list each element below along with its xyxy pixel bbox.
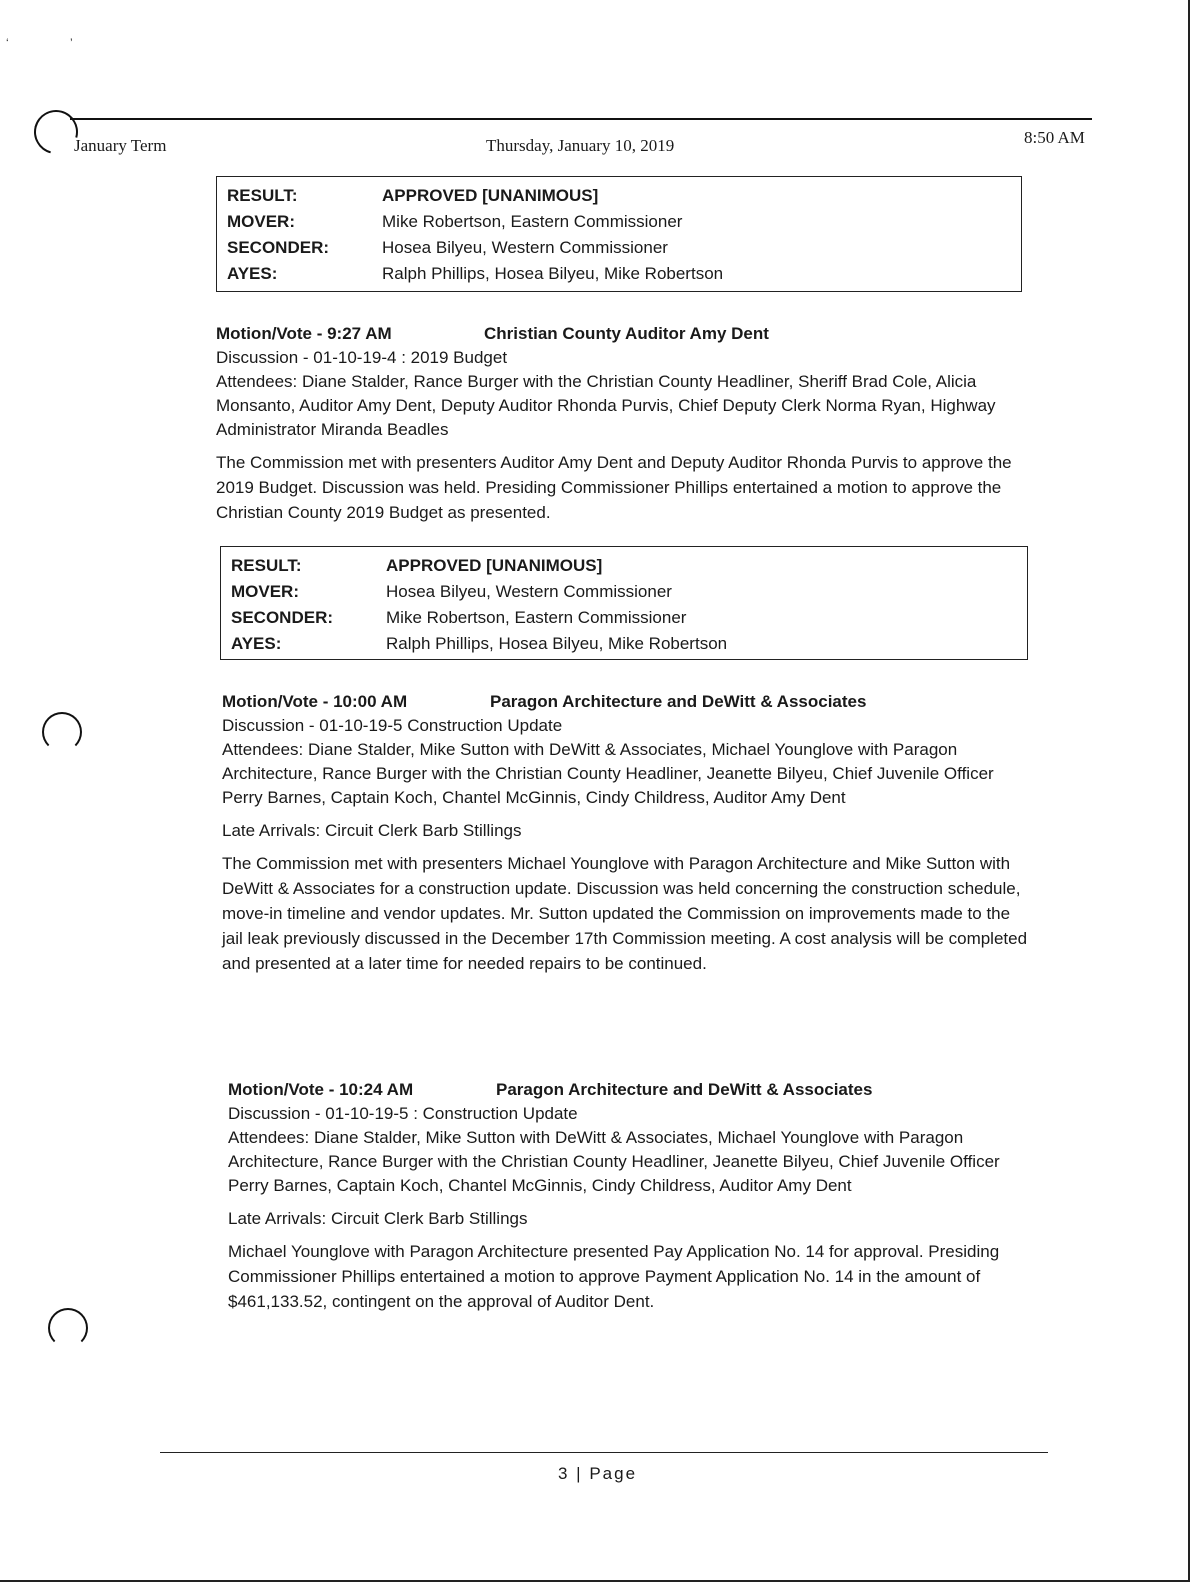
motion-time: Motion/Vote - 10:00 AM: [222, 692, 408, 711]
result-row: [227, 183, 1011, 209]
seconder-value: Mike Robertson, Eastern Commissioner: [386, 608, 687, 627]
ayes-value: Ralph Phillips, Hosea Bilyeu, Mike Robertson: [386, 634, 728, 653]
seconder-label: SECONDER:: [227, 238, 330, 257]
ayes-label: AYES:: [227, 264, 278, 283]
motion-body-text: The Commission met with presenters Michael Younglove with Paragon Architecture and Mike Sutton with DeWitt & Associates for a construction update. Discussion was held concerning the construction schedule, move-in timeline and vendor updates. Mr. Sutton updated the Commission on improvements made to the jail leak previously discussed in the December 17th Commission meeting. A cost analysis will be completed and presented at a later time for needed repairs to be continued.: [222, 854, 1028, 973]
ayes-value: Ralph Phillips, Hosea Bilyeu, Mike Robertson: [382, 264, 724, 283]
result-label: RESULT:: [227, 186, 298, 205]
mover-value: Mike Robertson, Eastern Commissioner: [382, 212, 683, 231]
discussion-line: Discussion - 01-10-19-4 : 2019 Budget: [216, 348, 508, 367]
late-arrivals: Late Arrivals: Circuit Clerk Barb Stillings: [228, 1209, 528, 1228]
late-arrivals: Late Arrivals: Circuit Clerk Barb Stillings: [222, 821, 522, 840]
motion-title: Paragon Architecture and DeWitt & Associates: [496, 1080, 873, 1099]
mover-label: MOVER:: [227, 212, 295, 231]
discussion-line: Discussion - 01-10-19-5 Construction Update: [222, 716, 563, 735]
motion-title: Christian County Auditor Amy Dent: [484, 324, 769, 343]
motion-heading: [228, 1078, 1038, 1102]
motion-time: Motion/Vote - 10:24 AM: [228, 1080, 414, 1099]
result-value: APPROVED [UNANIMOUS]: [386, 556, 603, 575]
header-time: 8:50 AM: [1024, 128, 1085, 147]
header-rule: [70, 118, 1092, 120]
discussion-line: Discussion - 01-10-19-5 : Construction Update: [228, 1104, 578, 1123]
page-number: 3 | Page: [558, 1464, 638, 1483]
result-box: [216, 176, 1022, 292]
result-value: APPROVED [UNANIMOUS]: [382, 186, 599, 205]
attendees-text: Attendees: Diane Stalder, Mike Sutton with DeWitt & Associates, Michael Younglove with Paragon Architecture, Rance Burger with the Christian County Headliner, Jeanette Bilyeu, Chief Juvenile Officer Perry Barnes, Captain Koch, Chantel McGinnis, Cindy Childress, Auditor Amy Dent: [228, 1128, 1000, 1195]
attendees-text: Attendees: Diane Stalder, Rance Burger with the Christian County Headliner, Sheriff Brad Cole, Alicia Monsanto, Auditor Amy Dent, Deputy Auditor Rhonda Purvis, Chief Deputy Clerk Norma Ryan, Highway Administrator Miranda Beadles: [216, 372, 996, 439]
result-box: [220, 546, 1028, 660]
attendees-text: Attendees: Diane Stalder, Mike Sutton with DeWitt & Associates, Michael Younglove with Paragon Architecture, Rance Burger with the Christian County Headliner, Jeanette Bilyeu, Chief Juvenile Officer Perry Barnes, Captain Koch, Chantel McGinnis, Cindy Childress, Auditor Amy Dent: [222, 740, 994, 807]
seconder-value: Hosea Bilyeu, Western Commissioner: [382, 238, 668, 257]
header-date: Thursday, January 10, 2019: [486, 136, 675, 155]
header-term: January Term: [74, 136, 167, 155]
punch-hole-mark: [42, 712, 82, 752]
motion-heading: [216, 322, 1026, 346]
ayes-label: AYES:: [231, 634, 282, 653]
motion-body-text: The Commission met with presenters Auditor Amy Dent and Deputy Auditor Rhonda Purvis to approve the 2019 Budget. Discussion was held. Presiding Commissioner Phillips entertained a motion to approve the Christian County 2019 Budget as presented.: [216, 453, 1012, 522]
result-row: [231, 553, 1017, 579]
mover-row: [227, 209, 1011, 235]
mover-label: MOVER:: [231, 582, 299, 601]
scan-speck: ‘: [6, 36, 9, 50]
punch-hole-mark: [48, 1308, 88, 1348]
scan-speck: ’: [70, 36, 73, 50]
footer-rule: [160, 1452, 1048, 1453]
motion-title: Paragon Architecture and DeWitt & Associates: [490, 692, 867, 711]
motion-section: [216, 322, 1026, 525]
ayes-row: [231, 631, 1017, 657]
motion-section: [228, 1078, 1038, 1314]
mover-row: [231, 579, 1017, 605]
motion-time: Motion/Vote - 9:27 AM: [216, 324, 392, 343]
seconder-row: [231, 605, 1017, 631]
seconder-label: SECONDER:: [231, 608, 334, 627]
motion-body-text: Michael Younglove with Paragon Architecture presented Pay Application No. 14 for approval. Presiding Commissioner Phillips entertained a motion to approve Payment Application No. 14 in the amount of $461,133.52, contingent on the approval of Auditor Dent.: [228, 1242, 1000, 1311]
motion-heading: [222, 690, 1034, 714]
seconder-row: [227, 235, 1011, 261]
mover-value: Hosea Bilyeu, Western Commissioner: [386, 582, 672, 601]
result-label: RESULT:: [231, 556, 302, 575]
motion-section: [222, 690, 1034, 976]
ayes-row: [227, 261, 1011, 287]
